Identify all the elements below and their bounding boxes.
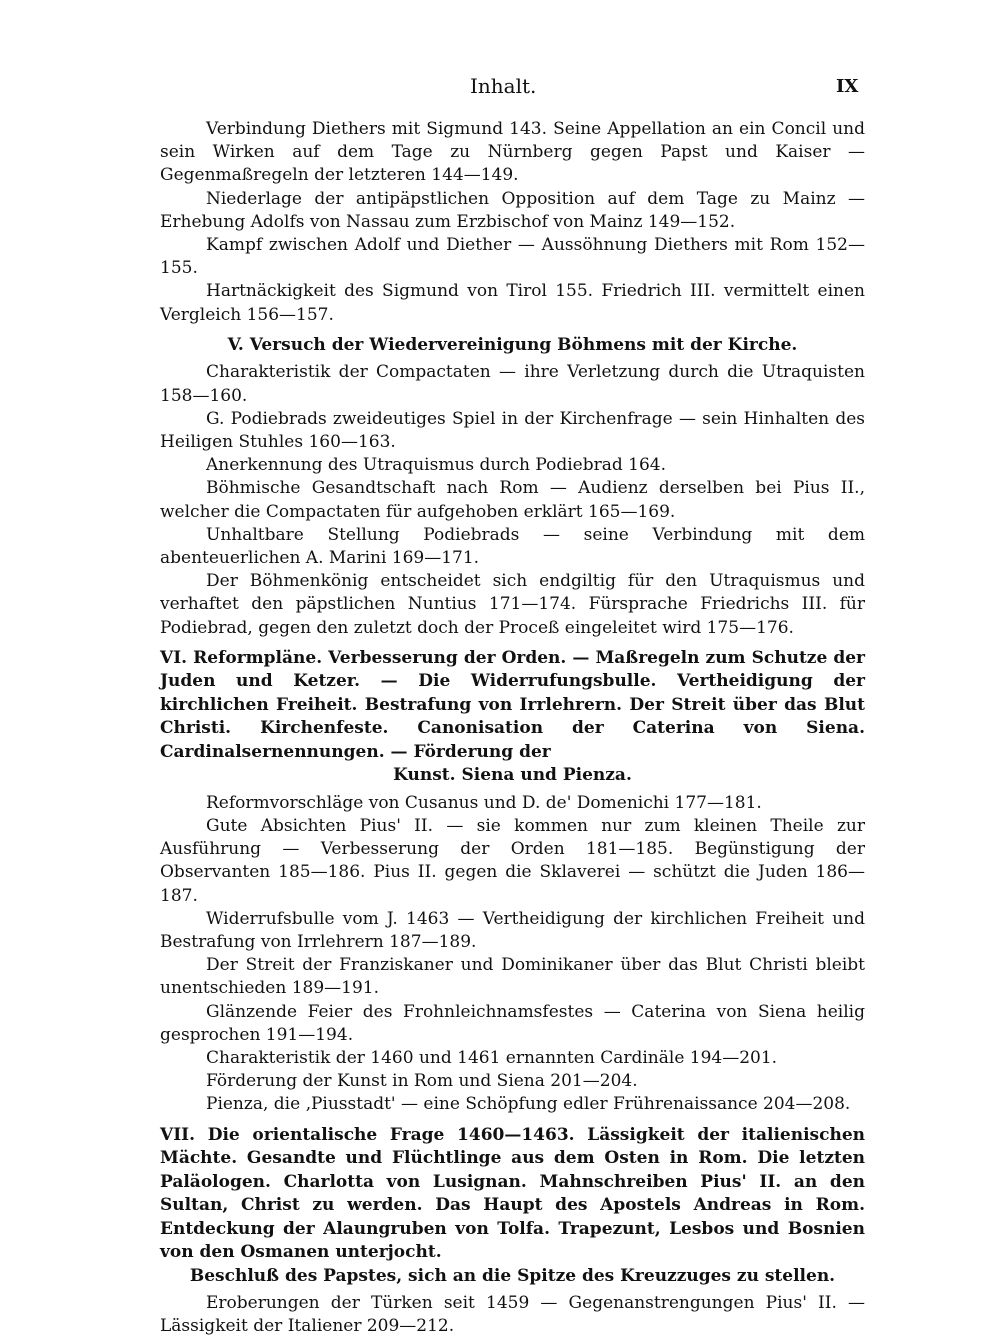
table-of-contents [160,118,865,1339]
toc-entry: Charakteristik der 1460 und 1461 ernannten Cardinäle 194—201. [206,1048,778,1068]
toc-entry: Der Streit der Franziskaner und Dominikaner über das Blut Christi bleibt unentschieden 189—191. [160,955,865,999]
toc-entry: Förderung der Kunst in Rom und Siena 201—204. [206,1071,638,1092]
running-head-title: Inhalt. [470,74,537,98]
section-number: V. [227,334,244,355]
toc-entry: Eroberungen der Türken seit 1459 — Gegenanstrengungen Pius' II. — Lässigkeit der Italiener 209—212. [160,1293,865,1337]
toc-entry: Glänzende Feier des Frohnleichnamsfestes — Caterina von Siena heilig gesprochen 191—194. [160,1001,865,1045]
toc-entry: G. Podiebrads zweideutiges Spiel in der Kirchenfrage — sein Hinhalten des Heiligen Stuhles 160—163. [160,408,865,452]
toc-entry: Unhaltbare Stellung Podiebrads — seine Verbindung mit dem abenteuerlichen A. Marini 169—171. [160,524,865,568]
toc-entry: Widerrufsbulle vom J. 1463 — Vertheidigung der kirchlichen Freiheit und Bestrafung von Irrlehrern 187—189. [160,908,865,952]
section-title: Versuch der Wiedervereinigung Böhmens mit der Kirche. [249,334,798,355]
section-heading [160,647,865,788]
toc-entry: Hartnäckigkeit des Sigmund von Tirol 155. Friedrich III. vermittelt einen Vergleich 156—157. [160,281,865,325]
section-title-last-line: Kunst. Siena und Pienza. [393,765,632,786]
running-head [0,74,1000,100]
toc-entry: Böhmische Gesandtschaft nach Rom — Audienz derselben bei Pius II., welcher die Compactaten für aufgehoben erklärt 165—169. [160,478,865,522]
section-heading [160,1124,865,1289]
toc-entry: Reformvorschläge von Cusanus und D. de' Domenichi 177—181. [206,792,762,813]
toc-entry: Charakteristik der Compactaten — ihre Verletzung durch die Utraquisten 158—160. [160,362,865,406]
toc-entry: Anerkennung des Utraquismus durch Podiebrad 164. [206,455,667,476]
section-number: VII. [160,1124,196,1145]
page-number: IX [836,76,859,97]
toc-entry: Kampf zwischen Adolf und Diether — Aussöhnung Diethers mit Rom 152—155. [160,235,865,279]
section-title: Reformpläne. Verbesserung der Orden. — Maßregeln zum Schutze der Juden und Ketzer. — Die Widerrufungsbulle. Vertheidigung der kirchlichen Freiheit. Bestrafung von Irrlehrern. Der Streit über das Blut Christi. Kirchenfeste. Canonisation der Caterina von Siena. Cardinalsernennungen. — Förderung der [160,647,865,762]
section-title-last-line: Beschluß des Papstes, sich an die Spitze des Kreuzzuges zu stellen. [189,1265,836,1286]
toc-entry: Der Böhmenkönig entscheidet sich endgiltig für den Utraquismus und verhaftet den päpstlichen Nuntius 171—174. Fürsprache Friedrichs III. für Podiebrad, gegen den zuletzt doch der Proceß eingeleitet wird 175—176. [160,571,865,638]
toc-entry: Verbindung Diethers mit Sigmund 143. Seine Appellation an ein Concil und sein Wirken auf dem Tage zu Nürnberg gegen Papst und Kaiser — Gegenmaßregeln der letzteren 144—149. [160,119,865,186]
section-number: VI. [160,647,188,668]
toc-entry: Pienza, die ‚Piusstadt' — eine Schöpfung edler Frührenaissance 204—208. [206,1094,851,1115]
section-title: Die orientalische Frage 1460—1463. Lässigkeit der italienischen Mächte. Gesandte und Flüchtlinge aus dem Osten in Rom. Die letzten Paläologen. Charlotta von Lusignan. Mahnschreiben Pius' II. an den Sultan, Christ zu werden. Das Haupt des Apostels Andreas in Rom. Entdeckung der Alaungruben von Tolfa. Trapezunt, Lesbos und Bosnien von den Osmanen unterjocht. [160,1124,865,1263]
section-heading [160,334,865,358]
toc-entry: Gute Absichten Pius' II. — sie kommen nur zum kleinen Theile zur Ausführung — Verbesserung der Orden 181—185. Begünstigung der Observanten 185—186. Pius II. gegen die Sklaverei — schützt die Juden 186—187. [160,815,865,906]
toc-entry: Niederlage der antipäpstlichen Opposition auf dem Tage zu Mainz — Erhebung Adolfs von Nassau zum Erzbischof von Mainz 149—152. [160,188,865,232]
